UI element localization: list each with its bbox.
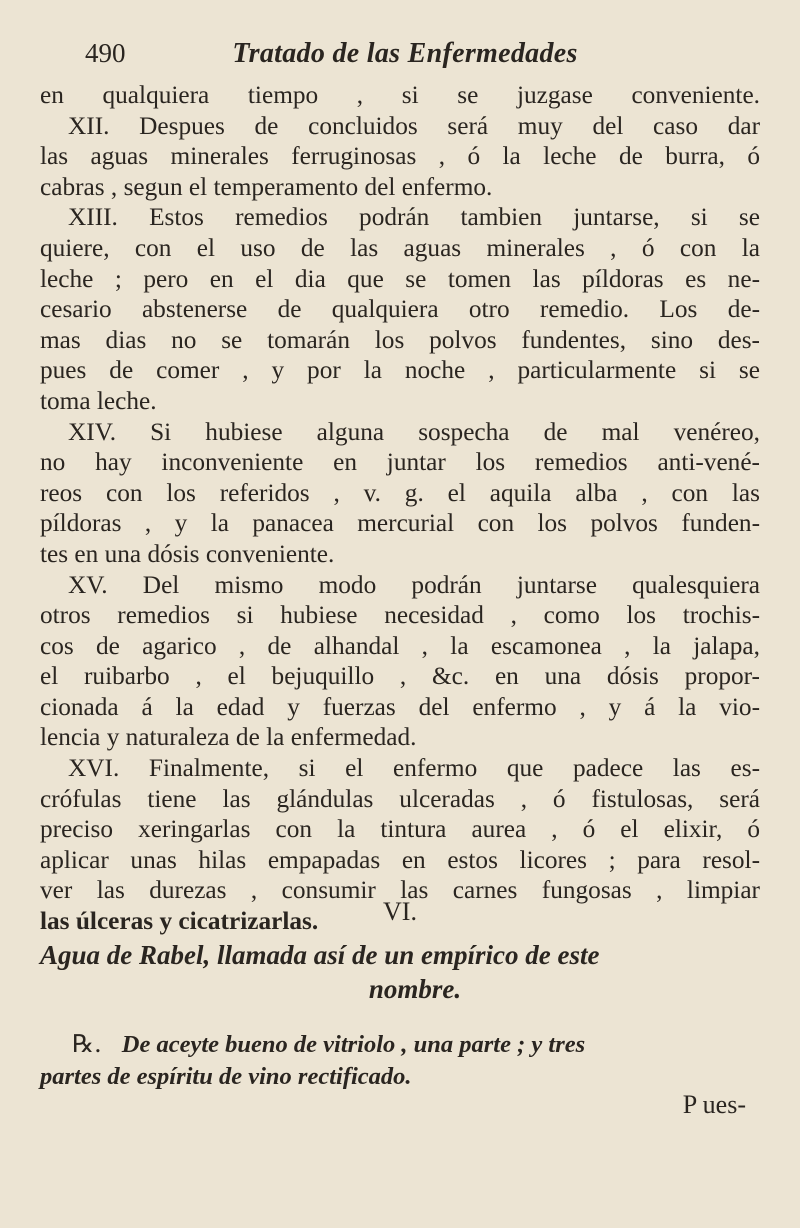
text-line: cesario abstenerse de qualquiera otro remedio. Los de- [40,295,760,324]
section-title [40,938,760,1006]
text-line: no hay inconveniente en juntar los remedios anti-vené- [40,448,760,477]
section-title-line: nombre. [368,974,462,1004]
text-line: cionada á la edad y fuerzas del enfermo , y á la vio- [40,692,760,721]
text-line: toma leche. [40,386,157,415]
text-line: quiere, con el uso de las aguas minerales , ó con la [40,233,760,262]
text-line: leche ; pero en el dia que se tomen las píldoras es ne- [40,264,760,293]
text-line: aplicar unas hilas empapadas en estos licores ; para resol- [40,845,760,874]
text-line: XII. Despues de concluidos será muy del caso dar [68,111,760,140]
body-text [40,80,760,937]
text-line: en qualquiera tiempo , si se juzgase conveniente. [40,81,760,109]
recipe-line: partes de espíritu de vino rectificado. [40,1063,412,1090]
text-line: tes en una dósis conveniente. [40,539,335,568]
text-line: crófulas tiene las glándulas ulceradas , ó fistulosas, será [40,784,760,813]
running-head: Tratado de las Enfermedades [232,38,578,69]
text-line: XV. Del mismo modo podrán juntarse qualesquiera [68,570,760,599]
text-line: las úlceras y cicatrizarlas. [40,907,319,936]
recipe-text: De aceyte bueno de vitriolo , una parte ; y tres [121,1031,586,1058]
recipe-symbol: ℞. [72,1029,102,1058]
text-line: mas dias no se tomarán los polvos fundentes, sino des- [40,325,760,354]
text-line: XIII. Estos remedios podrán tambien juntarse, si se [68,203,760,232]
recipe [40,1028,760,1093]
text-line: XIV. Si hubiese alguna sospecha de mal venéreo, [68,417,760,446]
recipe-line [40,1028,760,1061]
text-line: cabras , segun el temperamento del enfermo. [40,172,493,201]
page-header [85,38,725,78]
text-line: preciso xeringarlas con la tintura aurea , ó el elixir, ó [40,815,760,844]
text-line: XVI. Finalmente, si el enfermo que padece las es- [68,754,760,783]
text-line: el ruibarbo , el bejuquillo , &c. en una dósis propor- [40,662,760,691]
text-line: cos de agarico , de alhandal , la escamonea , la jalapa, [40,631,760,660]
section-numeral: VI. [383,897,417,926]
text-line: pues de comer , y por la noche , particularmente si se [40,356,760,385]
page-number: 490 [85,38,126,68]
catchword: P ues- [682,1090,746,1119]
text-line: ver las durezas , consumir las carnes fungosas , limpiar [40,876,760,905]
text-line: lencia y naturaleza de la enfermedad. [40,723,417,752]
text-line: píldoras , y la panacea mercurial con los polvos funden- [40,509,760,538]
section-title-line: Agua de Rabel, llamada así de un empírico de este [40,940,600,970]
text-line: otros remedios si hubiese necesidad , como los trochis- [40,601,760,630]
text-line: las aguas minerales ferruginosas , ó la leche de burra, ó [40,142,760,171]
text-line: reos con los referidos , v. g. el aquila alba , con las [40,478,760,507]
